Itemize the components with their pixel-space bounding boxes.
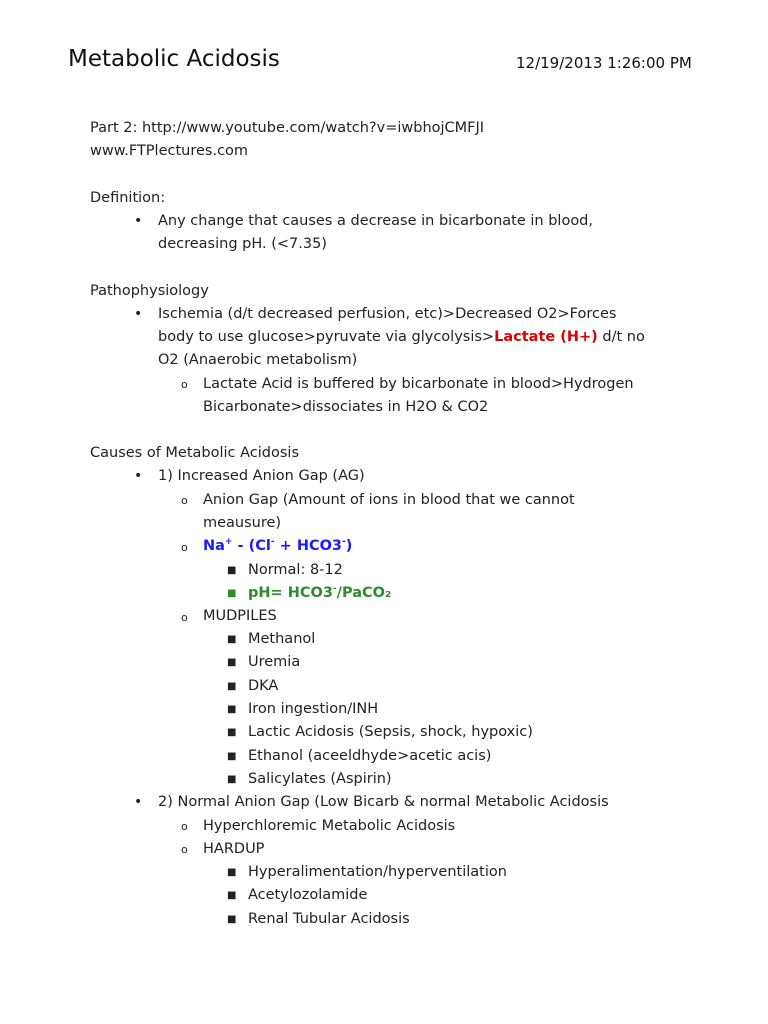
list-item: Lactic Acidosis (Sepsis, shock, hypoxic) (248, 724, 533, 741)
patho-subtext: Lactate Acid is buffered by bicarbonate in blood>Hydrogen (203, 376, 634, 392)
square-bullet: ■ (227, 588, 237, 599)
circle-bullet: o (181, 820, 188, 833)
ph-formula: pH= HCO3-/PaCO₂ (248, 584, 392, 601)
list-item: Iron ingestion/INH (248, 700, 379, 717)
circle-bullet: o (181, 494, 188, 507)
list-item: Uremia (248, 654, 301, 671)
lactate-highlight: Lactate (H+) (494, 329, 598, 345)
ag-heading: 1) Increased Anion Gap (AG) (158, 468, 365, 484)
definition-text: decreasing pH. (<7.35) (158, 236, 327, 252)
square-bullet: ■ (227, 680, 237, 692)
square-bullet: ■ (227, 773, 237, 785)
circle-bullet: o (181, 843, 188, 856)
nag-heading: 2) Normal Anion Gap (Low Bicarb & normal Metabolic Acidosis (158, 794, 609, 810)
square-bullet: ■ (227, 657, 237, 669)
hardup-heading: HARDUP (203, 841, 265, 857)
list-item: DKA (248, 677, 279, 694)
patho-subtext: Bicarbonate>dissociates in H2O & CO2 (203, 399, 489, 415)
anion-gap-formula: Na+ - (Cl- + HCO3-) (203, 537, 353, 554)
bullet-dot: • (134, 468, 143, 484)
patho-text: body to use glucose>pyruvate via glycolysis>Lactate (H+) d/t no (158, 329, 645, 345)
normal-range: Normal: 8-12 (248, 562, 343, 578)
patho-text: Ischemia (d/t decreased perfusion, etc)>Decreased O2>Forces (158, 306, 617, 322)
square-bullet: ■ (227, 867, 237, 878)
circle-bullet: o (181, 378, 188, 391)
definition-heading: Definition: (90, 190, 166, 206)
square-bullet: ■ (227, 750, 237, 762)
mudpiles-heading: MUDPILES (203, 608, 277, 624)
list-item: Hyperalimentation/hyperventilation (248, 864, 507, 880)
timestamp: 12/19/2013 1:26:00 PM (516, 54, 692, 72)
ag-definition: meausure) (203, 515, 282, 531)
definition-text: Any change that causes a decrease in bicarbonate in blood, (158, 213, 593, 229)
square-bullet: ■ (227, 703, 237, 715)
causes-heading: Causes of Metabolic Acidosis (90, 445, 300, 461)
circle-bullet: o (181, 611, 188, 624)
square-bullet: ■ (227, 913, 237, 925)
hyperchloremic-item: Hyperchloremic Metabolic Acidosis (203, 818, 456, 834)
square-bullet: ■ (227, 727, 237, 739)
circle-bullet: o (181, 541, 188, 554)
bullet-dot: • (134, 213, 143, 229)
square-bullet: ■ (227, 890, 237, 902)
bullet-dot: • (134, 794, 143, 810)
bullet-dot: • (134, 306, 143, 322)
list-item: Methanol (248, 631, 316, 647)
list-item: Renal Tubular Acidosis (248, 910, 410, 927)
list-item: Acetylozolamide (248, 887, 368, 904)
list-item: Ethanol (aceeldhyde>acetic acis) (248, 747, 492, 764)
link-part2[interactable]: Part 2: http://www.youtube.com/watch?v=iwbhojCMFJI (90, 120, 485, 136)
patho-text: O2 (Anaerobic metabolism) (158, 352, 358, 368)
link-site[interactable]: www.FTPlectures.com (90, 143, 249, 159)
page-title: Metabolic Acidosis (68, 46, 280, 72)
square-bullet: ■ (227, 565, 237, 576)
ag-definition: Anion Gap (Amount of ions in blood that we cannot (203, 492, 575, 508)
pathophysiology-heading: Pathophysiology (90, 283, 209, 299)
list-item: Salicylates (Aspirin) (248, 770, 392, 787)
square-bullet: ■ (227, 634, 237, 645)
